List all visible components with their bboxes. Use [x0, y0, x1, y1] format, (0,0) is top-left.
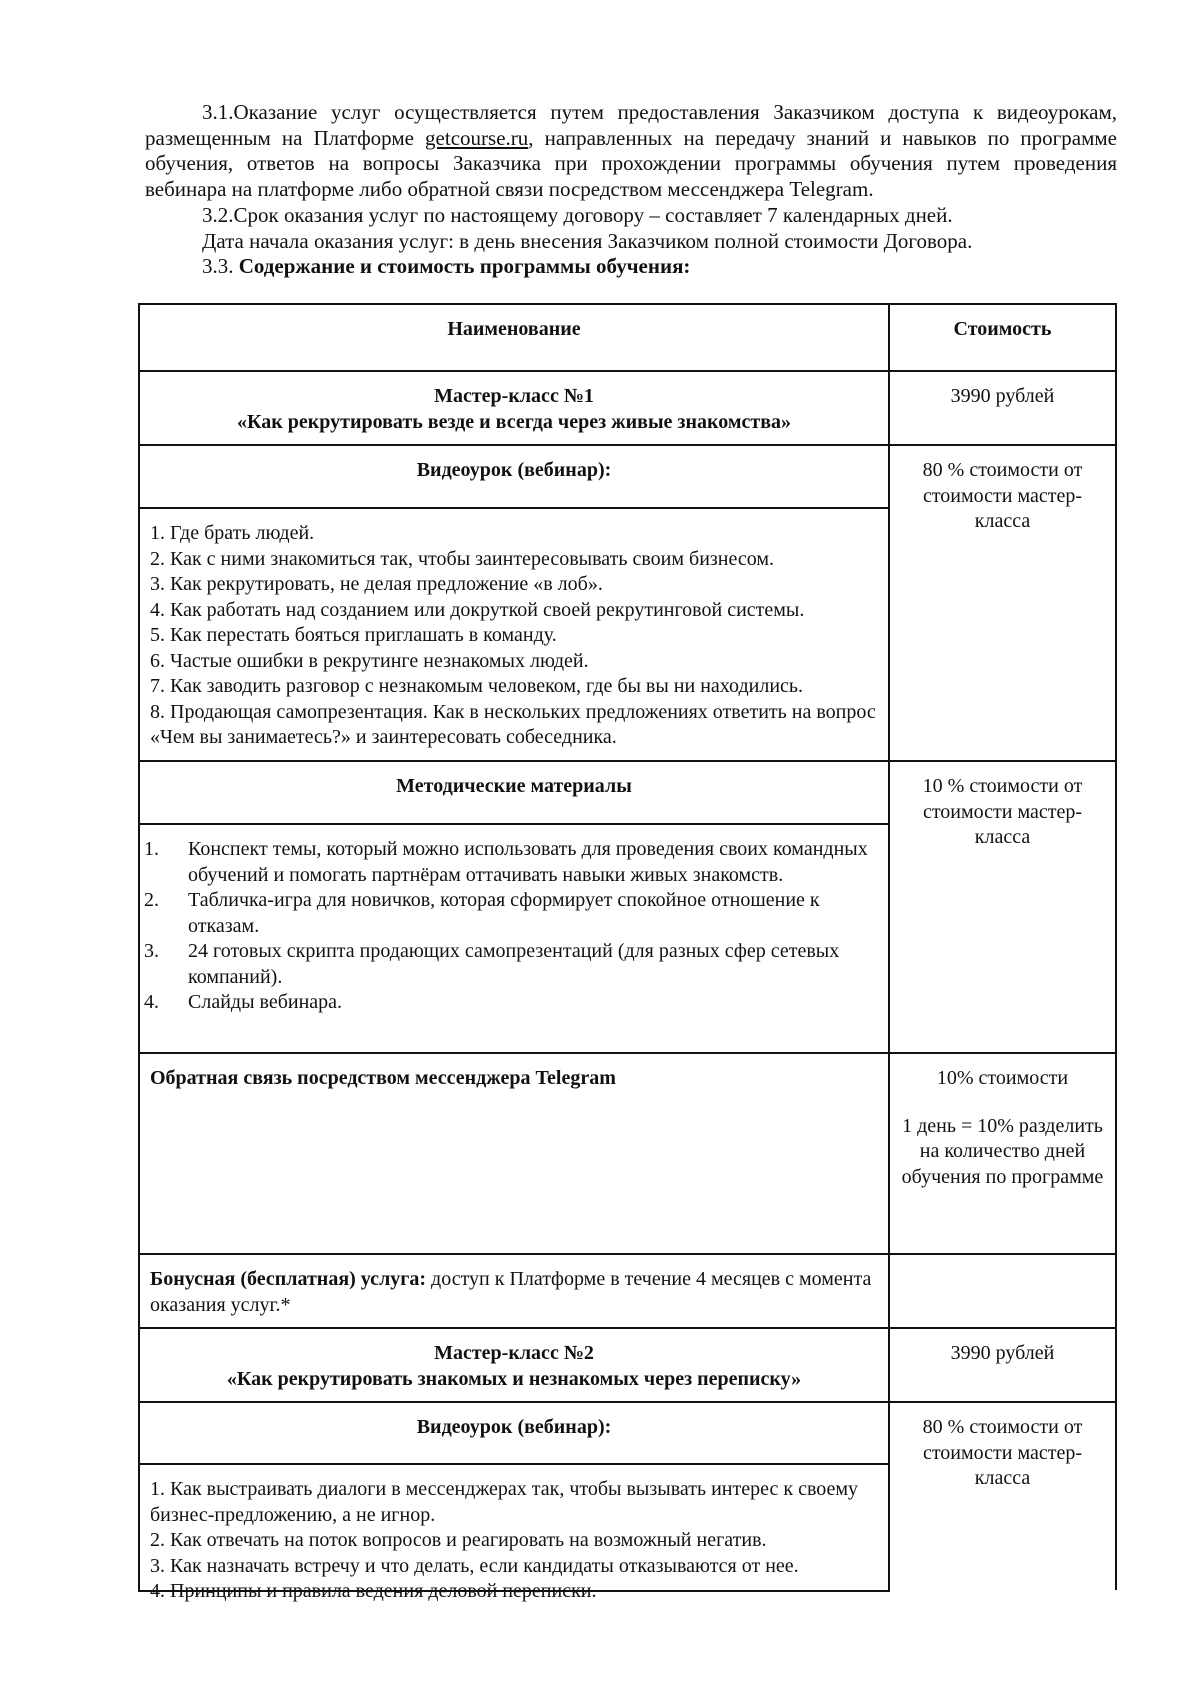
- list-item: 6. Частые ошибки в рекрутинге незнакомых людей.: [150, 649, 589, 672]
- materials-list: [138, 823, 890, 1052]
- getcourse-link[interactable]: getcourse.ru: [425, 125, 529, 150]
- masterclass-1-row: [138, 370, 1117, 444]
- telegram-price-formula: 1 день = 10% разделить на количество дней обучения по программе: [901, 1114, 1104, 1188]
- masterclass-1-price: 3990 рублей: [890, 370, 1117, 444]
- list-item: 4. Принципы и правила ведения деловой переписки.: [150, 1580, 597, 1602]
- clause-3-1: 3.1.Оказание услуг осуществляется путем предоставления Заказчиком доступа к видеоурокам, размещенным на Платформе getcourse.ru, направленных на передачу знаний и навыков по программе обучения, ответов на вопросы Заказчика при прохождении программы обучения путем проведения вебинара на платформе либо обратной связи посредством мессенджера Telegram.: [145, 100, 1118, 202]
- list-item: 4. Слайды вебинара.: [144, 991, 343, 1013]
- list-item: 7. Как заводить разговор с незнакомым человеком, где бы вы ни находились.: [150, 675, 804, 697]
- list-item: 2. Табличка-игра для новичков, которая сформирует спокойное отношение к отказам.: [144, 889, 820, 937]
- bonus-price: [890, 1253, 1117, 1327]
- materials-heading: Методические материалы: [138, 760, 890, 823]
- clause-3-2: 3.2.Срок оказания услуг по настоящему договору – составляет 7 календарных дней.: [202, 202, 953, 227]
- video-2-heading: Видеоурок (вебинар):: [138, 1401, 890, 1463]
- video-2-topics-list: [138, 1463, 890, 1602]
- masterclass-1-video-block: [138, 444, 1117, 760]
- video-price: 80 % стоимости от стоимости мастер-класса: [890, 444, 1117, 760]
- list-item: 1. Где брать людей.: [150, 522, 315, 544]
- list-item: 4. Как работать над созданием или докруткой своей рекрутинговой системы.: [150, 598, 805, 621]
- list-item: 2. Как отвечать на поток вопросов и реагировать на возможный негатив.: [150, 1529, 767, 1551]
- bonus-label: Бонусная (бесплатная) услуга:: [150, 1268, 427, 1290]
- video-heading: Видеоурок (вебинар):: [138, 444, 890, 507]
- list-item: 3. Как рекрутировать, не делая предложение «в лоб».: [150, 573, 603, 595]
- header-name: Наименование: [138, 303, 890, 370]
- masterclass-2-row: [138, 1327, 1117, 1401]
- list-item: 3. Как назначать встречу и что делать, если кандидаты отказываются от нее.: [150, 1554, 799, 1577]
- table-header-row: [138, 303, 1117, 370]
- contract-section-3: [145, 100, 1117, 280]
- list-item: 2. Как с ними знакомиться так, чтобы заинтересовывать своим бизнесом.: [150, 547, 775, 570]
- list-item: 8. Продающая самопрезентация. Как в нескольких предложениях ответить на вопрос «Чем вы занимаетесь?» и заинтересовать собеседника.: [150, 700, 876, 748]
- masterclass-2-title: Мастер-класс №2 «Как рекрутировать знакомых и незнакомых через переписку»: [138, 1327, 890, 1401]
- list-item: 5. Как перестать бояться приглашать в команду.: [150, 624, 557, 646]
- masterclass-1-subtitle: «Как рекрутировать везде и всегда через живые знакомства»: [237, 410, 791, 433]
- telegram-price: 10% стоимости 1 день = 10% разделить на количество дней обучения по программе: [890, 1052, 1117, 1253]
- list-item: 1. Конспект темы, который можно использовать для проведения своих командных обучений и помогать партнёрам оттачивать навыки живых знакомств.: [144, 838, 868, 886]
- masterclass-2-video-block: [138, 1401, 1117, 1602]
- list-item: 3. 24 готовых скрипта продающих самопрезентаций (для разных сфер сетевых компаний).: [144, 940, 840, 988]
- clause-3-3: 3.3. Содержание и стоимость программы обучения:: [202, 254, 691, 279]
- masterclass-1-title: Мастер-класс №1 «Как рекрутировать везде и всегда через живые знакомства»: [138, 370, 890, 444]
- bonus-row: [138, 1253, 1117, 1327]
- program-table: [138, 303, 1117, 1602]
- masterclass-1-materials-block: [138, 760, 1117, 1052]
- masterclass-2-subtitle: «Как рекрутировать знакомых и незнакомых через переписку»: [226, 1367, 802, 1390]
- start-date-text: Дата начала оказания услуг: в день внесения Заказчиком полной стоимости Договора.: [202, 228, 973, 253]
- bonus-text: Бонусная (бесплатная) услуга: доступ к Платформе в течение 4 месяцев с момента оказания услуг.*: [138, 1253, 890, 1327]
- video-topics-list: [138, 507, 890, 760]
- clause-3-3-title: Содержание и стоимость программы обучения:: [238, 254, 691, 279]
- telegram-heading: Обратная связь посредством мессенджера Telegram: [138, 1052, 890, 1253]
- list-item: 1. Как выстраивать диалоги в мессенджерах так, чтобы вызывать интерес к своему бизнес-предложению, а не игнор.: [150, 1478, 859, 1526]
- header-price: Стоимость: [890, 303, 1117, 370]
- materials-price: 10 % стоимости от стоимости мастер-класса: [890, 760, 1117, 1052]
- masterclass-2-price: 3990 рублей: [890, 1327, 1117, 1401]
- video-2-price: 80 % стоимости от стоимости мастер-класса: [890, 1401, 1117, 1590]
- telegram-feedback-row: [138, 1052, 1117, 1253]
